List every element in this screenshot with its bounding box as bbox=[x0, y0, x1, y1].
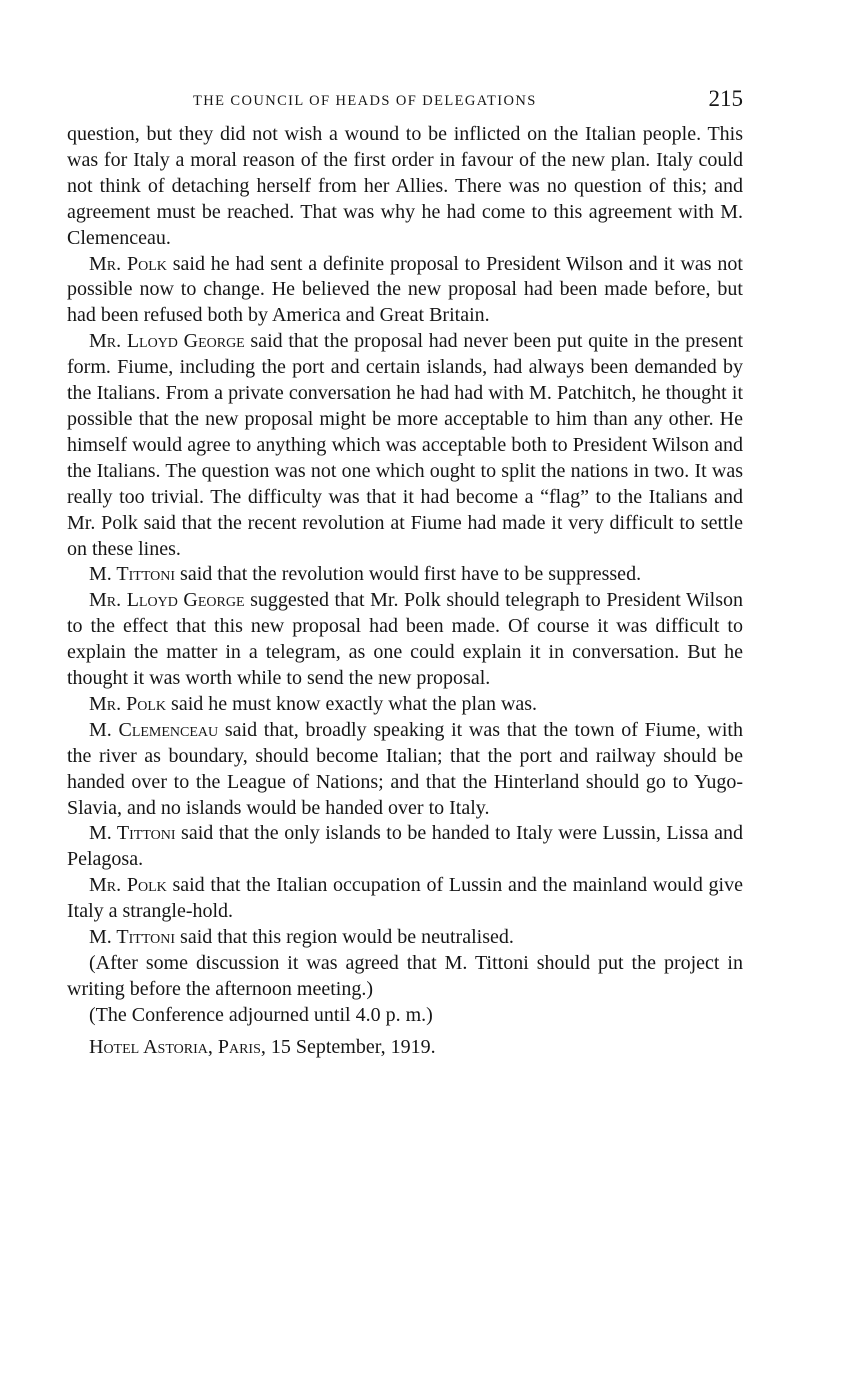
paragraph-text: said that, broadly speaking it was that the town of Fiume, with the river as boundary, should become Italian; that the port and railway should be handed over to the League of Nations; and that the Hinterland should go to Yugo-Slavia, and no islands would be handed over to Italy. bbox=[67, 718, 743, 819]
running-head bbox=[67, 86, 743, 116]
paragraph bbox=[67, 588, 743, 692]
paragraph-text: said that this region would be neutralised. bbox=[175, 926, 514, 949]
speaker-name: M. Tittoni bbox=[89, 926, 176, 949]
paragraph bbox=[67, 1003, 743, 1029]
paragraph bbox=[67, 252, 743, 330]
page-number: 215 bbox=[708, 86, 743, 111]
paragraph-text: suggested that Mr. Polk should telegraph to President Wilson to the effect that this new proposal had been made. Of course it was difficult to explain the matter in a telegram, as one could explain it in conversation. But he thought it was worth while to send the new proposal. bbox=[67, 589, 743, 690]
speaker-name: Mr. Lloyd George bbox=[89, 589, 245, 612]
paragraph bbox=[67, 718, 743, 822]
dateline-date: , 15 September, 1919. bbox=[260, 1035, 436, 1058]
paragraph bbox=[67, 692, 743, 718]
speaker-name: Mr. Polk bbox=[89, 874, 167, 897]
paragraph bbox=[67, 821, 743, 873]
paragraph-text: said he had sent a definite proposal to President Wilson and it was not possible now to change. He believed the new proposal had been made before, but had been refused both by America and Great Britain. bbox=[67, 252, 743, 327]
paragraph bbox=[67, 122, 743, 252]
speaker-name: M. Clemenceau bbox=[89, 718, 219, 741]
paragraph bbox=[67, 951, 743, 1003]
speaker-name: Mr. Polk bbox=[89, 692, 167, 715]
paragraph-text: said that the revolution would first have to be suppressed. bbox=[175, 563, 642, 586]
speaker-name: Mr. Polk bbox=[89, 252, 167, 275]
dateline bbox=[67, 1035, 743, 1061]
paragraph bbox=[67, 329, 743, 562]
paragraph bbox=[67, 925, 743, 951]
paragraph-text: said he must know exactly what the plan was. bbox=[166, 692, 538, 715]
speaker-name: M. Tittoni bbox=[89, 563, 176, 586]
paragraph-text: (After some discussion it was agreed that M. Tittoni should put the project in writing before the afternoon meeting.) bbox=[67, 952, 743, 1000]
paragraph-text: said that the Italian occupation of Lussin and the mainland would give Italy a strangle-hold. bbox=[67, 874, 743, 923]
speaker-name: Mr. Lloyd George bbox=[89, 330, 245, 353]
paragraph bbox=[67, 562, 743, 588]
dateline-place: Hotel Astoria, Paris bbox=[89, 1035, 261, 1058]
paragraph-text: question, but they did not wish a wound to be inflicted on the Italian people. This was for Italy a moral reason of the first order in favour of the new plan. Italy could not think of detaching herself from her Allies. There was no question of this; and agreement must be reached. That was why he had come to this agreement with M. Clemenceau. bbox=[67, 123, 743, 249]
body-text bbox=[67, 122, 743, 1061]
paragraph bbox=[67, 873, 743, 925]
paragraph-text: said that the only islands to be handed to Italy were Lussin, Lissa and Pelagosa. bbox=[67, 822, 743, 871]
paragraph-text: (The Conference adjourned until 4.0 p. m.) bbox=[89, 1003, 433, 1026]
speaker-name: M. Tittoni bbox=[89, 822, 176, 845]
running-title: THE COUNCIL OF HEADS OF DELEGATIONS bbox=[193, 93, 537, 109]
document-page bbox=[67, 86, 743, 1061]
paragraph-text: said that the proposal had never been put quite in the present form. Fiume, including the port and certain islands, had always been demanded by the Italians. From a private conversation he had had with M. Patchitch, he thought it possible that the new proposal might be more acceptable to him than any other. He himself would agree to anything which was acceptable both to President Wilson and the Italians. The question was not one which ought to split the nations in two. It was really too trivial. The difficulty was that it had become a “flag” to the Italians and Mr. Polk said that the recent revolution at Fiume had made it very difficult to settle on these lines. bbox=[67, 330, 743, 560]
